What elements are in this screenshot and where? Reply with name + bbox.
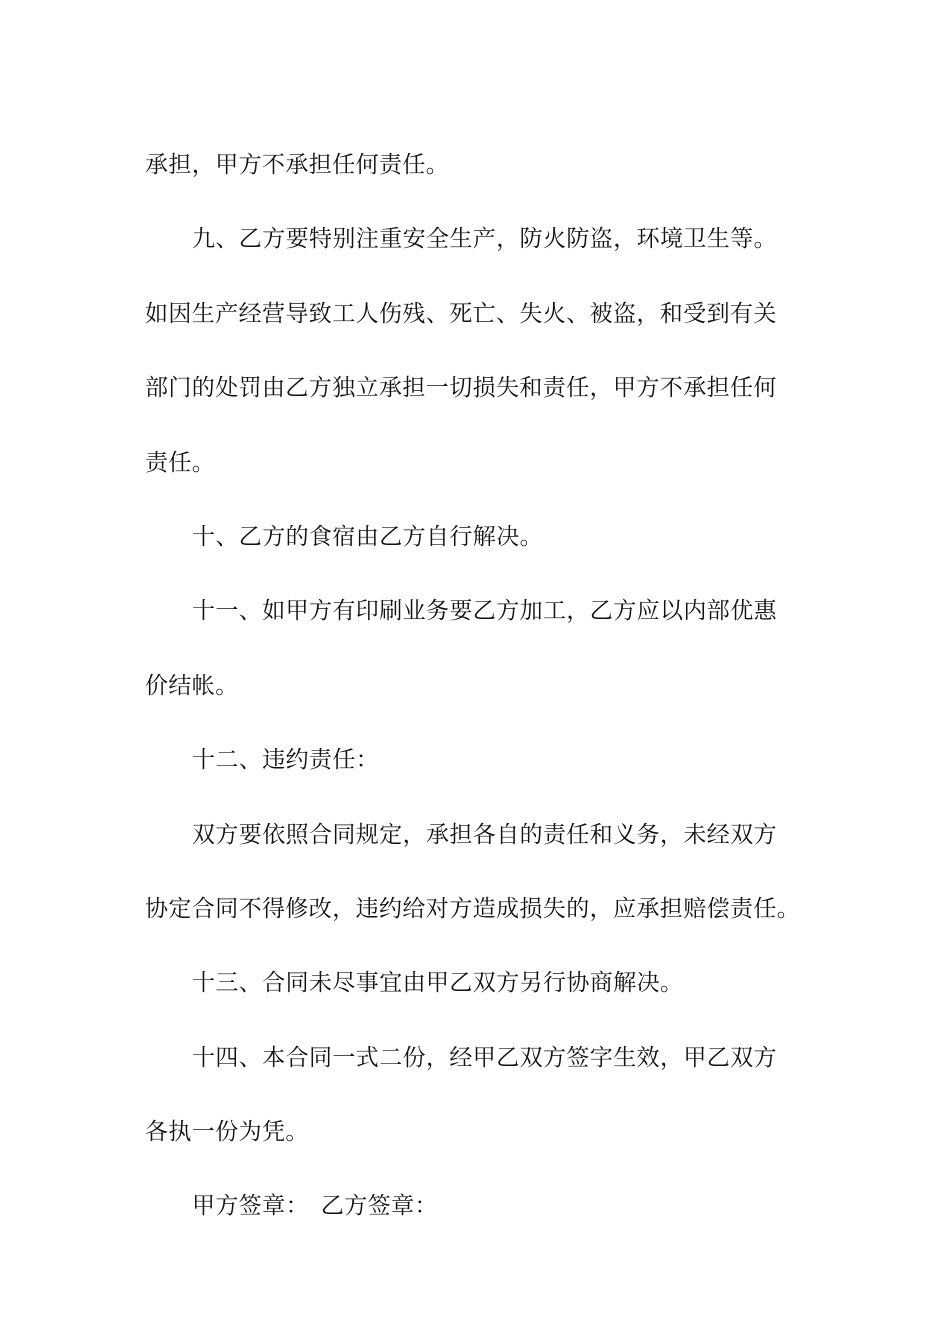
text-line: 如因生产经营导致工人伤残、死亡、失火、被盗，和受到有关 xyxy=(145,300,777,327)
clause-13-line: 十三、合同未尽事宜由甲乙双方另行协商解决。 xyxy=(192,970,684,997)
text-line: 协定合同不得修改，违约给对方造成损失的，应承担赔偿责任。 xyxy=(145,895,801,922)
contract-body xyxy=(145,128,805,1244)
clause-10-line: 十、乙方的食宿由乙方自行解决。 xyxy=(192,523,543,550)
clause-11-line: 十一、如甲方有印刷业务要乙方加工，乙方应以内部优惠 xyxy=(192,598,777,625)
clause-9-line: 九、乙方要特别注重安全生产，防火防盗，环境卫生等。 xyxy=(192,226,777,253)
text-line: 责任。 xyxy=(145,449,216,476)
clause-14-line: 十四、本合同一式二份，经甲乙双方签字生效，甲乙双方 xyxy=(192,1044,777,1071)
text-line: 承担，甲方不承担任何责任。 xyxy=(145,152,450,178)
text-line: 部门的处罚由乙方独立承担一切损失和责任，甲方不承担任何 xyxy=(145,375,777,402)
text-line: 价结帐。 xyxy=(145,672,239,699)
signature-line: 甲方签章： 乙方签章： xyxy=(192,1193,438,1220)
text-line: 各执一份为凭。 xyxy=(145,1119,309,1146)
clause-12-body-line: 双方要依照合同规定，承担各自的责任和义务，未经双方 xyxy=(192,821,777,848)
clause-12-heading: 十二、违约责任： xyxy=(192,747,380,774)
